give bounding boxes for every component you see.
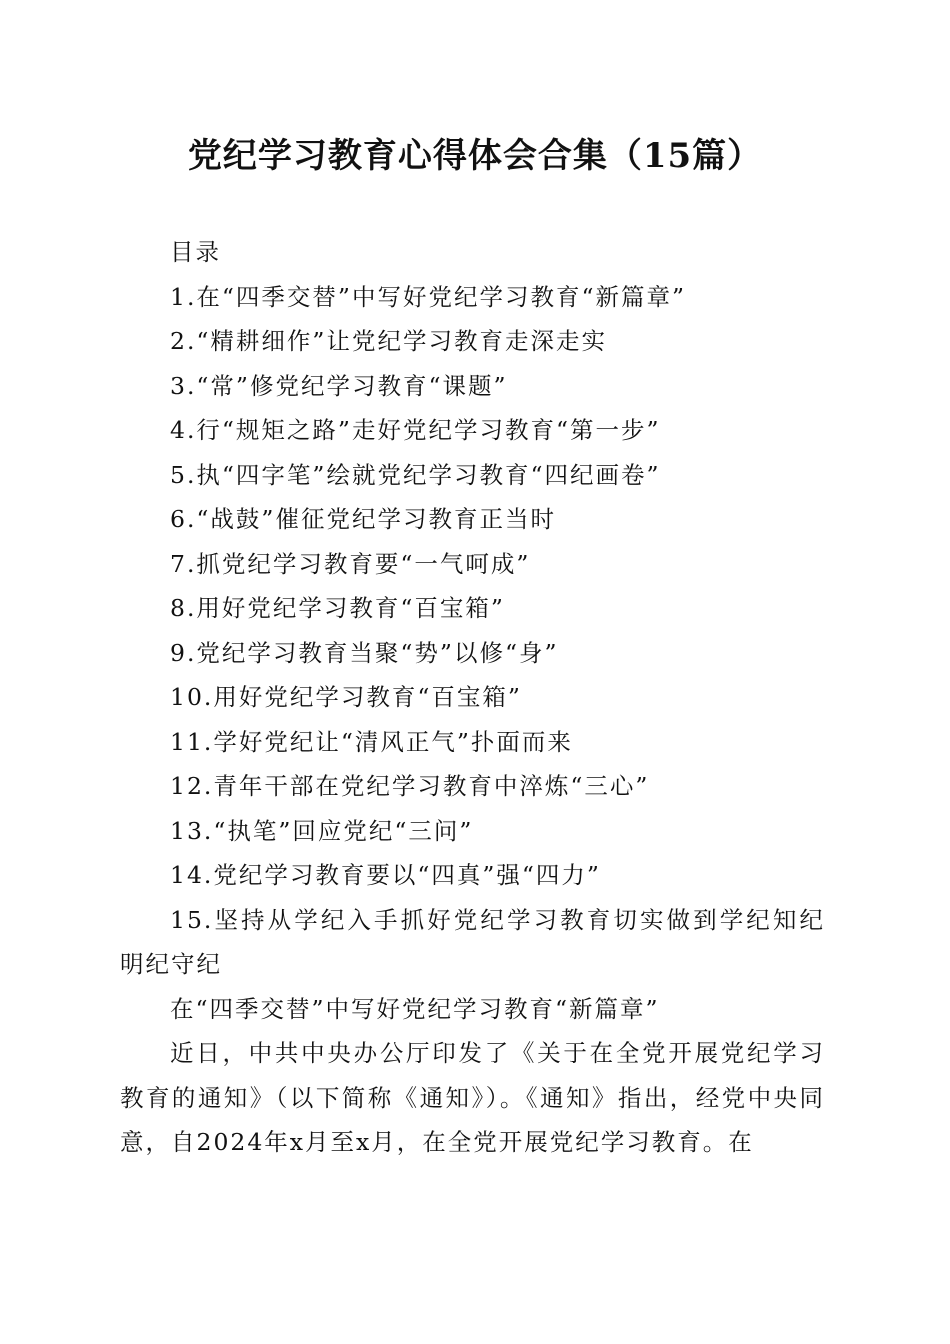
- toc-item: 15.坚持从学纪入手抓好党纪学习教育切实做到学纪知纪明纪守纪: [120, 905, 825, 978]
- toc-item: 11.学好党纪让“清风正气”扑面而来: [170, 727, 573, 756]
- toc-item: 4.行“规矩之路”走好党纪学习教育“第一步”: [170, 416, 661, 444]
- toc-item: 2.“精耕细作”让党纪学习教育走深走实: [170, 327, 607, 355]
- toc-item: 13.“执笔”回应党纪“三问”: [170, 816, 474, 845]
- toc-item: 12.青年干部在党纪学习教育中淬炼“三心”: [170, 772, 650, 800]
- toc-item: 14.党纪学习教育要以“四真”强“四力”: [170, 861, 601, 889]
- toc-heading: 目录: [170, 238, 221, 266]
- toc-item: 10.用好党纪学习教育“百宝箱”: [170, 683, 522, 711]
- toc-item: 3.“常”修党纪学习教育“课题”: [170, 371, 508, 400]
- toc-item: 8.用好党纪学习教育“百宝箱”: [170, 594, 505, 622]
- document-title: 党纪学习教育心得体会合集（15篇）: [187, 136, 763, 176]
- document-body: [120, 230, 825, 1165]
- section-heading: 在“四季交替”中写好党纪学习教育“新篇章”: [170, 994, 660, 1023]
- toc-item: 5.执“四字笔”绘就党纪学习教育“四纪画卷”: [170, 460, 661, 489]
- body-paragraph: 近日，中共中央办公厅印发了《关于在全党开展党纪学习教育的通知》（以下简称《通知》）。《通知》指出，经党中央同意，自2024年x月至x月，在全党开展党纪学习教育。在: [120, 1039, 825, 1156]
- toc-item: 1.在“四季交替”中写好党纪学习教育“新篇章”: [170, 282, 686, 311]
- toc-item: 9.党纪学习教育当聚“势”以修“身”: [170, 638, 559, 667]
- toc-item: 7.抓党纪学习教育要“一气呵成”: [170, 549, 531, 578]
- toc-item: 6.“战鼓”催征党纪学习教育正当时: [170, 505, 556, 533]
